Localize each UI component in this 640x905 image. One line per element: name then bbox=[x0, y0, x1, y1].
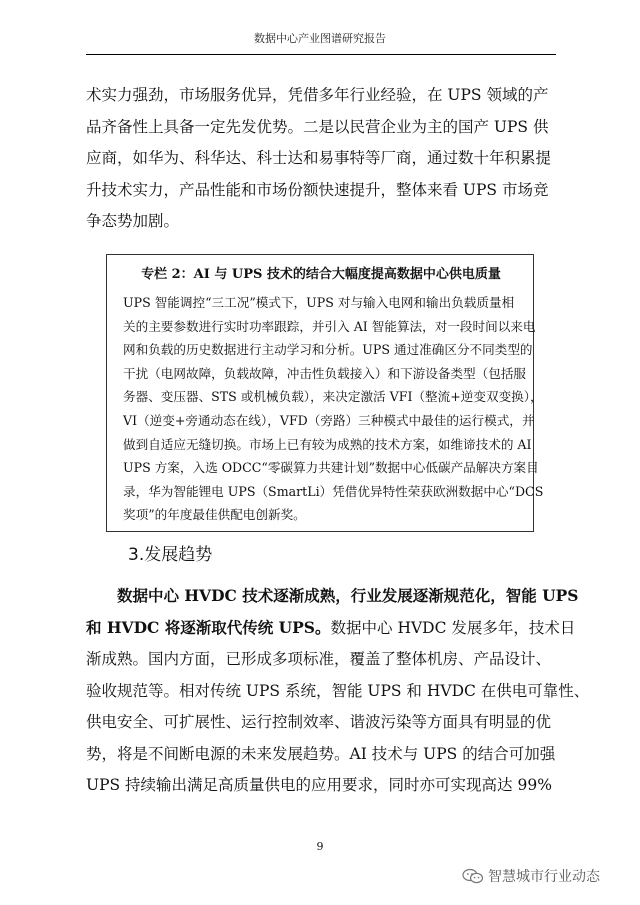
box-line: 干扰（电网故障，负载故障，冲击性负载接入）和下游设备类型（包括服 bbox=[123, 365, 526, 381]
paragraph-line: 升技术实力，产品性能和市场份额快速提升，整体来看 UPS 市场竞 bbox=[86, 180, 549, 199]
watermark bbox=[462, 866, 600, 886]
sidebar-box-body bbox=[123, 291, 544, 527]
wechat-icon bbox=[462, 868, 484, 884]
trend-paragraph bbox=[86, 580, 590, 802]
box-line: VI（逆变+旁通动态在线），VFD（旁路）三种模式中最佳的运行模式，并 bbox=[123, 412, 535, 428]
box-line: 做到自适应无缝切换。市场上已有较为成熟的技术方案，如维谛技术的 AI bbox=[123, 436, 532, 452]
paragraph-line: 品齐备性上具备一定先发优势。二是以民营企业为主的国产 UPS 供 bbox=[86, 117, 549, 136]
top-paragraph bbox=[86, 80, 556, 238]
watermark-text: 智慧城市行业动态 bbox=[488, 869, 600, 885]
box-line: 务器、变压器、STS 或机械负载），来决定激活 VFI（整流+逆变双变换）， bbox=[123, 389, 543, 405]
running-header: 数据中心产业图谱研究报告 bbox=[254, 32, 386, 45]
paragraph-line: 争态势加剧。 bbox=[86, 212, 180, 230]
header-divider bbox=[86, 54, 556, 55]
paragraph-line: 验收规范等。相对传统 UPS 系统，智能 UPS 和 HVDC 在供电可靠性、 bbox=[86, 681, 590, 700]
paragraph-line: 术实力强劲，市场服务优异，凭借多年行业经验，在 UPS 领域的产 bbox=[86, 86, 549, 104]
box-line: 奖项”的年度最佳供配电创新奖。 bbox=[123, 507, 306, 523]
paragraph-line: UPS 持续输出满足高质量供电的应用要求，同时亦可实现高达 99% bbox=[86, 776, 552, 794]
paragraph-line: 数据中心 HVDC 技术逐渐成熟，行业发展逐渐规范化，智能 UPS bbox=[117, 586, 579, 605]
line-rest: 数据中心 HVDC 发展多年，技术日 bbox=[330, 618, 576, 637]
box-line: 网和负载的历史数据进行主动学习和分析。UPS 通过准确区分不同类型的 bbox=[123, 342, 533, 358]
page-number: 9 bbox=[316, 840, 324, 853]
sidebar-box bbox=[106, 254, 544, 532]
box-line: UPS 智能调控“三工况”模式下，UPS 对与输入电网和输出负载质量相 bbox=[123, 295, 515, 310]
paragraph-line: 供电安全、可扩展性、运行控制效率、谐波污染等方面具有明显的优 bbox=[86, 713, 552, 731]
box-line: UPS 方案，入选 ODCC“零碳算力共建计划”数据中心低碳产品解决方案目 bbox=[123, 460, 539, 476]
box-line: 录，华为智能锂电 UPS（SmartLi）凭借优异特性荣获欧洲数据中心“DCS bbox=[123, 483, 544, 499]
sidebar-box-title: 专栏 2：AI 与 UPS 技术的结合大幅度提高数据中心供电质量 bbox=[141, 267, 501, 282]
box-line: 关的主要参数进行实时功率跟踪，并引入 AI 智能算法，对一段时间以来电 bbox=[123, 318, 536, 334]
section-heading: 3.发展趋势 bbox=[128, 545, 213, 565]
paragraph-line: 势，将是不间断电源的未来发展趋势。AI 技术与 UPS 的结合可加强 bbox=[86, 744, 556, 763]
bold-lead: 和 HVDC 将逐渐取代传统 UPS。 bbox=[86, 617, 331, 637]
paragraph-line bbox=[86, 612, 576, 645]
paragraph-line: 应商，如华为、科华达、科士达和易事特等厂商，通过数十年积累提 bbox=[86, 149, 552, 167]
paragraph-line: 渐成熟。国内方面，已形成多项标准，覆盖了整体机房、产品设计、 bbox=[86, 650, 552, 668]
